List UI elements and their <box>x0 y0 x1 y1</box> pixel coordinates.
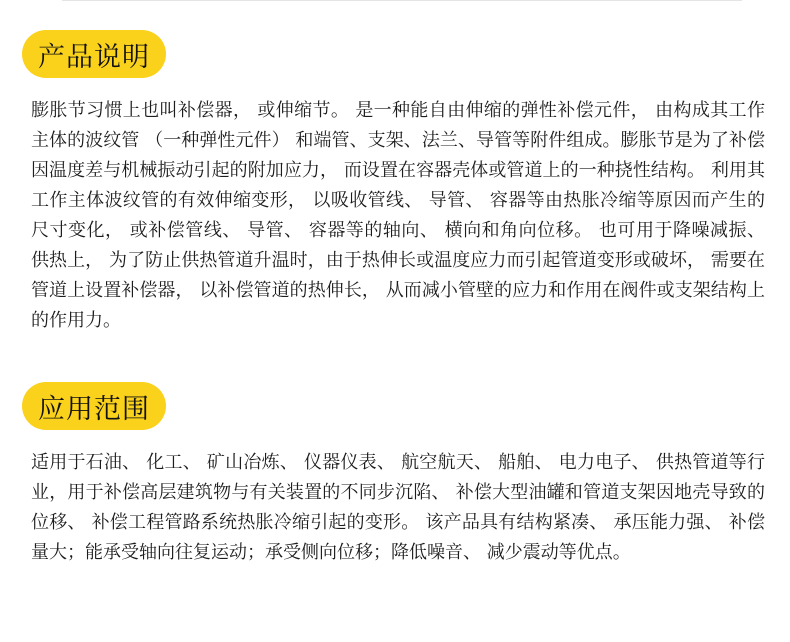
section-heading-application-scope <box>22 382 166 430</box>
section-heading-text: 产品说明 <box>38 41 150 73</box>
top-divider <box>62 0 742 1</box>
application-scope-paragraph: 适用于石油、 化工、 矿山冶炼、 仪器仪表、 航空航天、 船舶、 电力电子、 供热管道等行业，用于补偿高层建筑物与有关装置的不同步沉陷、 补偿大型油罐和管道支架因地壳导致的位移、 补偿工程管路系统热胀冷缩引起的变形。 该产品具有结构紧凑、 承压能力强、 补偿量大；能承受轴向往复运动；承受侧向位移；降低噪音、 减少震动等优点。 <box>31 452 765 563</box>
product-description-paragraph: 膨胀节习惯上也叫补偿器， 或伸缩节。 是一种能自由伸缩的弹性补偿元件， 由构成其工作主体的波纹管 （一种弹性元件） 和端管、支架、法兰、导管等附件组成。膨胀节是为了补偿因温度差与机械振动引起的附加应力， 而设置在容器壳体或管道上的一种挠性结构。 利用其工作主体波纹管的有效伸缩变形， 以吸收管线、 导管、 容器等由热胀冷缩等原因而产生的尺寸变化， 或补偿管线、 导管、 容器等的轴向、 横向和角向位移。 也可用于降噪减振、 供热上， 为了防止供热管道升温时，由于热伸长或温度应力而引起管道变形或破坏， 需要在管道上设置补偿器， 以补偿管道的热伸长， 从而减小管壁的应力和作用在阀件或支架结构上的作用力。 <box>31 100 765 331</box>
section-heading-product-description <box>22 30 166 78</box>
section-heading-text: 应用范围 <box>38 393 150 425</box>
